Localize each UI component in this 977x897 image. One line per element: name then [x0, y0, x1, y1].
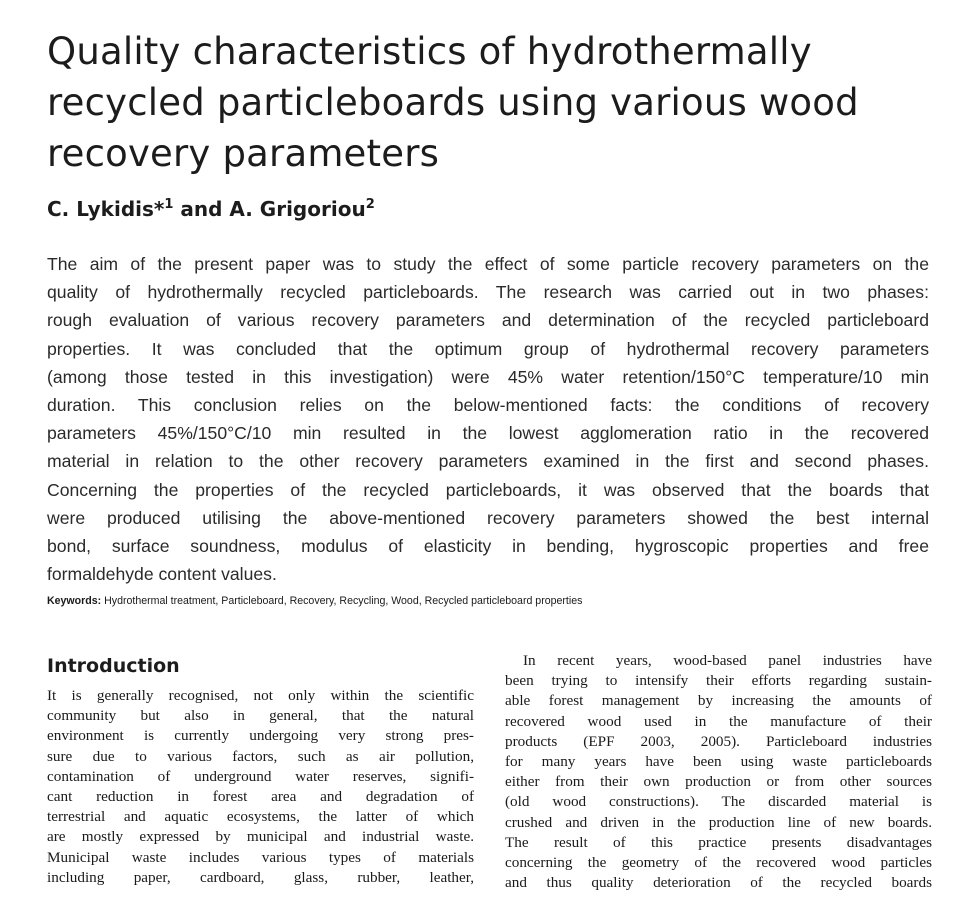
body-line: It is generally recognised, not only within the scientific: [47, 687, 474, 704]
abstract: [47, 250, 929, 588]
title-line: Quality characteristics of hydrothermally: [47, 30, 812, 73]
body-line: been trying to intensify their efforts regarding sustain-: [505, 672, 932, 690]
body-line: contamination of underground water reserves, signifi-: [47, 767, 474, 785]
body-line: recovered wood used in the manufacture of their: [505, 712, 932, 730]
body-line: terrestrial and aquatic ecosystems, the latter of which: [47, 808, 474, 826]
abstract-line: The aim of the present paper was to study the effect of some particle recovery parameters on the: [47, 254, 929, 274]
abstract-line: rough evaluation of various recovery parameters and determination of the recycled particleboard: [47, 310, 929, 331]
abstract-line: properties. It was concluded that the optimum group of hydrothermal recovery parameters: [47, 338, 929, 359]
author-name: C. Lykidis*: [47, 197, 165, 221]
body-line: Municipal waste includes various types of materials: [47, 848, 474, 866]
author-affiliation-mark: 2: [365, 197, 375, 212]
body-line: able forest management by increasing the amounts of: [505, 692, 932, 710]
abstract-line: parameters 45%/150°C/10 min resulted in the lowest agglomeration ratio in the recovered: [47, 423, 929, 444]
abstract-line: duration. This conclusion relies on the below-mentioned facts: the conditions of recovery: [47, 395, 929, 416]
abstract-line: (among those tested in this investigation) were 45% water retention/150°C temperature/10 min: [47, 366, 929, 387]
title-line: recycled particleboards using various wood: [47, 81, 859, 124]
body-line: environment is currently undergoing very strong pres-: [47, 727, 474, 745]
abstract-line: Concerning the properties of the recycled particleboards, it was observed that the boards that: [47, 479, 929, 500]
keywords-text: Hydrothermal treatment, Particleboard, Recovery, Recycling, Wood, Recycled particleboard properties: [101, 595, 583, 607]
body-line: In recent years, wood-based panel industries have: [523, 652, 932, 669]
body-line: and thus quality deterioration of the recycled boards: [505, 874, 932, 892]
introduction-left-column: [47, 686, 474, 888]
keywords-label: Keywords:: [47, 595, 102, 607]
body-line: community but also in general, that the natural: [47, 707, 474, 725]
title-line: recovery parameters: [47, 132, 440, 175]
abstract-line: material in relation to the other recovery parameters examined in the first and second phases.: [47, 451, 929, 472]
section-heading-introduction: Introduction: [47, 655, 180, 677]
author-name: A. Grigoriou: [229, 197, 366, 221]
body-line: crushed and driven in the production line of new boards.: [505, 813, 932, 831]
body-line: for many years have been using waste particleboards: [505, 753, 932, 771]
body-line: concerning the geometry of the recovered wood particles: [505, 854, 932, 872]
body-line: products (EPF 2003, 2005). Particleboard industries: [505, 732, 932, 750]
body-line: The result of this practice presents disadvantages: [505, 833, 932, 851]
author-connector: and: [173, 197, 230, 221]
author-line: [47, 196, 375, 222]
body-line: including paper, cardboard, glass, rubber, leather,: [47, 868, 474, 886]
abstract-line: formaldehyde content values.: [47, 564, 277, 585]
abstract-line: quality of hydrothermally recycled particleboards. The research was carried out in two phases:: [47, 282, 929, 303]
body-line: cant reduction in forest area and degradation of: [47, 788, 474, 806]
abstract-line: bond, surface soundness, modulus of elasticity in bending, hygroscopic properties and free: [47, 536, 929, 557]
abstract-line: were produced utilising the above-mentioned recovery parameters showed the best internal: [47, 507, 929, 528]
body-line: either from their own production or from other sources: [505, 773, 932, 791]
author-affiliation-mark: 1: [164, 197, 174, 212]
body-line: sure due to various factors, such as air pollution,: [47, 747, 474, 765]
body-line: are mostly expressed by municipal and industrial waste.: [47, 828, 474, 846]
keywords: [47, 594, 582, 608]
paper-title: [47, 26, 947, 179]
body-line: (old wood constructions). The discarded material is: [505, 793, 932, 811]
introduction-right-column: [505, 651, 932, 893]
